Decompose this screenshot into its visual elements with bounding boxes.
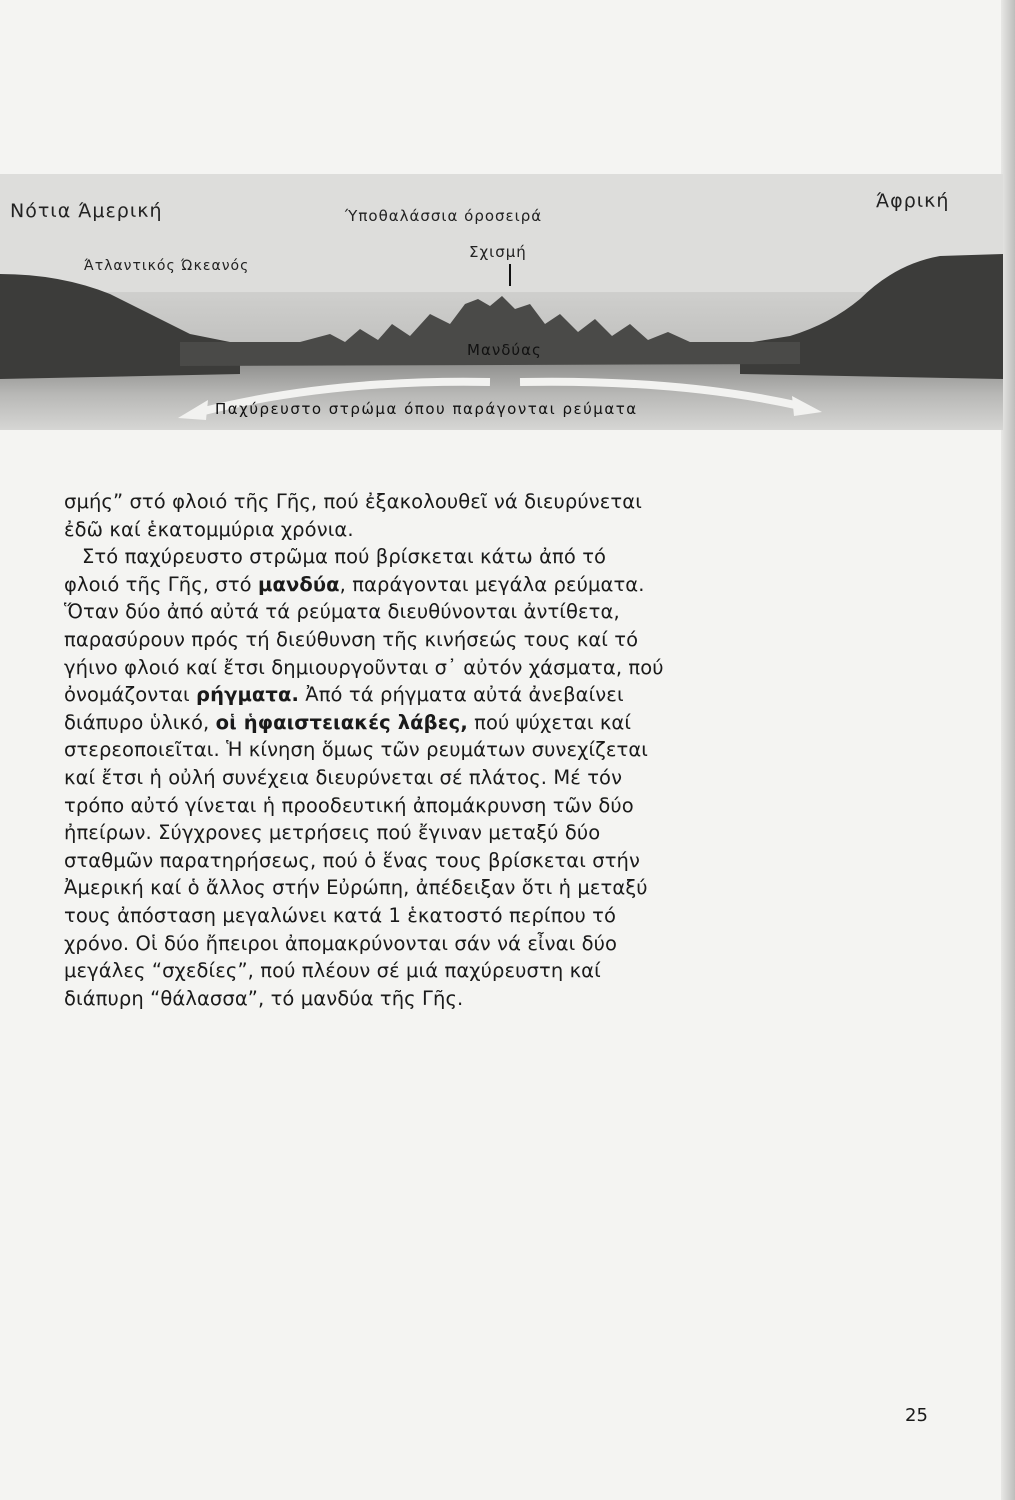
label-undersea-ridge: Ύποθαλάσσια όροσειρά [345,207,543,225]
paragraph-2-part-d: Ἀπό τά ρήγματα αὐτά ἀνεβαίνει διάπυρο ὑλικό, [64,683,624,734]
label-atlantic-ocean: Άτλαντικός Ώκεανός [84,258,250,274]
page-edge [1001,0,1015,1500]
term-mantle: μανδύα [258,572,340,596]
label-currents-layer: Παχύρευστο στρώμα όπου παράγονται ρεύματα [215,400,638,418]
body-text [64,488,664,1012]
term-rifts: ρήγματα. [196,683,299,707]
paragraph-2-part-c: , παράγονται μεγάλα ρεύματα. Ὅταν δύο ἀπό αὐτά τά ρεύματα διευθύνονται ἀντίθετα, παρασύρουν πρός τή διεύθυνση τῆς κινήσεώς τους καί τό γήινο φλοιό καί ἔτσι δημιουργοῦνται σ᾽ αὐτόν χάσματα, πού ὀνομάζονται [64,572,664,707]
paragraph-1: σμής” στό φλοιό τῆς Γῆς, πού ἐξακολουθεῖ νά διευρύνεται ἐδῶ καί ἑκατομμύρια χρόνια. [64,490,642,541]
label-mantle: Μανδύας [467,341,542,359]
paragraph-2 [64,543,664,1012]
label-south-america: Νότια Άμερική [10,200,163,222]
page-number: 25 [905,1405,928,1426]
paragraph-2-part-a: Στό παχύρευστο στρῶμα πού βρίσκεται κάτω ἀπό τό φλοιό τῆς Γῆς, στό [64,545,607,596]
cross-section-figure [0,174,1003,430]
label-rift: Σχισμή [469,243,527,261]
label-africa: Άφρική [876,190,950,212]
term-volcanic-lava: οἱ ἡφαιστειακές λάβες, [215,710,468,734]
paragraph-2-part-e: πού ψύχεται καί στερεοποιεῖται. Ἡ κίνηση ὅμως τῶν ρευμάτων συνεχίζεται καί ἔτσι ἡ οὐλή συνέχεια διευρύνεται σέ πλάτος. Μέ τόν τρόπο αὐτό γίνεται ἡ προοδευτική ἀπομάκρυνση τῶν δύο ἠπείρων. Σύγχρονες μετρήσεις πού ἔγιναν μεταξύ δύο σταθμῶν παρατηρήσεως, πού ὁ ἕνας τους βρίσκεται στήν Ἀμερική καί ὁ ἄλλος στήν Εὐρώπη, ἀπέδειξαν ὅτι ἡ μεταξύ τους ἀπόσταση μεγαλώνει κατά 1 ἑκατοστό περίπου τό χρόνο. Οἱ δύο ἤπειροι ἀπομακρύνονται σάν νά εἶναι δύο μεγάλες “σχεδίες”, πού πλέουν σέ μιά παχύρευστη καί διάπυρη “θάλασσα”, τό μανδύα τῆς Γῆς. [64,710,649,1010]
